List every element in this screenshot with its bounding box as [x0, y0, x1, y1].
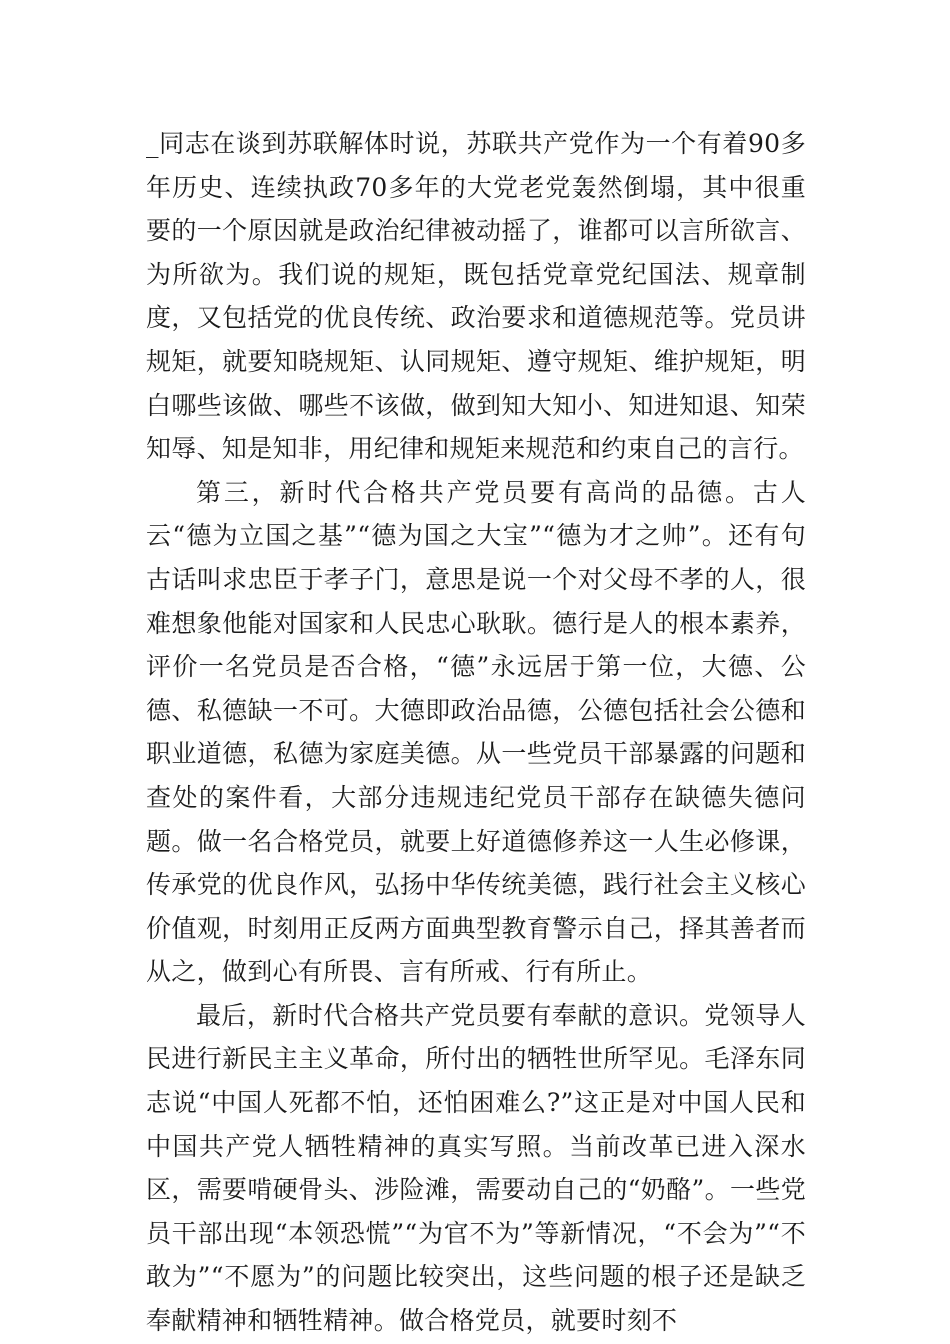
document-body: [146, 122, 806, 1343]
paragraph-continuation: _同志在谈到苏联解体时说，苏联共产党作为一个有着90多年历史、连续执政70多年的大党老党轰然倒塌，其中很重要的一个原因就是政治纪律被动摇了，谁都可以言所欲言、为所欲为。我们说的规矩，既包括党章党纪国法、规章制度，又包括党的优良传统、政治要求和道德规范等。党员讲规矩，就要知晓规矩、认同规矩、遵守规矩、维护规矩，明白哪些该做、哪些不该做，做到知大知小、知进知退、知荣知辱、知是知非，用纪律和规矩来规范和约束自己的言行。: [146, 129, 806, 464]
paragraph-virtue: 第三，新时代合格共产党员要有高尚的品德。古人云“德为立国之基”“德为国之大宝”“德为才之帅”。还有句古话叫求忠臣于孝子门，意思是说一个对父母不孝的人，很难想象他能对国家和人民忠心耿耿。德行是人的根本素养，评价一名党员是否合格，“德”永远居于第一位，大德、公德、私德缺一不可。大德即政治品德，公德包括社会公德和职业道德，私德为家庭美德。从一些党员干部暴露的问题和查处的案件看，大部分违规违纪党员干部存在缺德失德问题。做一名合格党员，就要上好道德修养这一人生必修课，传承党的优良作风，弘扬中华传统美德，践行社会主义核心价值观，时刻用正反两方面典型教育警示自己，择其善者而从之，做到心有所畏、言有所戒、行有所止。: [146, 477, 806, 987]
paragraph-dedication: 最后，新时代合格共产党员要有奉献的意识。党领导人民进行新民主主义革命，所付出的牺牲世所罕见。毛泽东同志说“中国人死都不怕，还怕困难么?”这正是对中国人民和中国共产党人牺牲精神的真实写照。当前改革已进入深水区，需要啃硬骨头、涉险滩，需要动自己的“奶酪”。一些党员干部出现“本领恐慌”“为官不为”等新情况，“不会为”“不敢为”“不愿为”的问题比较突出，这些问题的根子还是缺乏奉献精神和牺牲精神。做合格党员，就要时刻不: [146, 1000, 806, 1336]
